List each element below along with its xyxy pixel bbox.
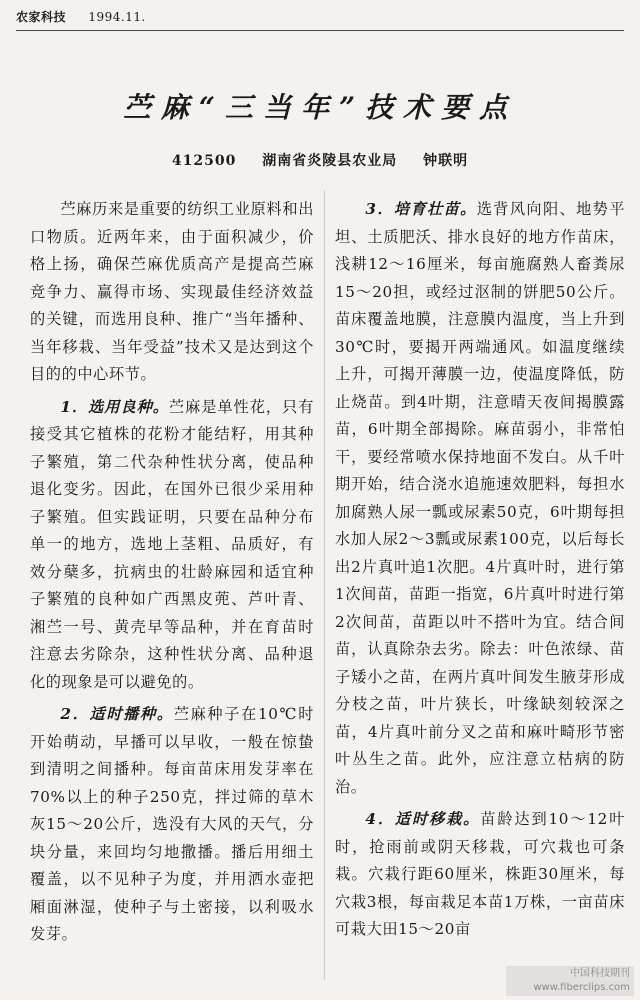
section-4-paragraph [335,806,625,944]
section-3-heading: 3．培育壮苗。 [365,200,477,218]
section-4-heading: 4．适时移栽。 [365,810,481,828]
section-2-paragraph [30,701,314,949]
affiliation: 湖南省炎陵县农业局 [262,153,398,169]
issue-date: 1994.11. [88,10,146,24]
postcode: 412500 [171,153,237,169]
section-2-body: 苎麻种子在10℃时开始萌动，早播可以早收，一般在惊蛰到清明之间播种。每亩苗床用发芽率在70%以上的种子250克，拌过筛的草木灰15～20公斤，选没有大风的天气，分块分量，来回均匀地撒播。播后用细土覆盖，以不见种子为度，并用洒水壶把厢面淋湿，使种子与土密接，以利吸水发芽。 [30,705,314,943]
site-watermark [506,966,634,996]
column-divider [324,190,325,980]
byline [0,150,640,170]
article-title: 苎麻“三当年”技术要点 [122,91,518,124]
left-column [30,196,314,949]
right-column [335,196,625,944]
magazine-name: 农家科技 [16,10,67,24]
section-3-paragraph [335,196,625,801]
section-2-heading: 2．适时播种。 [60,705,174,723]
watermark-line-2: www.fiberclips.com [533,982,630,993]
section-1-body: 苎麻是单性花，只有接受其它植株的花粉才能结籽，用其种子繁殖，第二代杂种性状分离，使品种退化变劣。因此，在国外已很少采用种子繁殖。但实践证明，只要在品种分布单一的地方，选地上茎粗、品质好，有效分蘖多，抗病虫的壮龄麻园和适宜种子繁殖的良种如广西黑皮蔸、芦叶青、湘苎一号、黄壳早等品种，并在育苗时注意去劣除杂，这种性状分离、品种退化的现象是可以避免的。 [30,397,314,691]
running-header [16,6,624,28]
intro-paragraph: 苎麻历来是重要的纺织工业原料和出口物质。近两年来，由于面积减少，价格上扬，确保苎麻优质高产是提高苎麻竞争力、赢得市场、实现最佳经济效益的关键，而选用良种、推广“当年播种、当年移栽、当年受益”技术又是达到这个目的的中心环节。 [30,200,314,383]
section-1-heading: 1．选用良种。 [60,397,169,416]
section-3-body: 选背风向阳、地势平坦、土质肥沃、排水良好的地方作苗床，浅耕12～16厘米，每亩施腐熟人畜粪尿15～20担，或经过沤制的饼肥50公斤。苗床覆盖地膜，注意膜内温度，当上升到30℃时，要揭开两端通风。如温度继续上升，可揭开薄膜一边，使温度降低，防止烧苗。到4叶期，注意晴天夜间揭膜露苗，6叶期全部揭除。麻苗弱小，非常怕干，要经常喷水保持地面不发白。从千叶期开始，结合浇水追施速效肥料，每担水加腐熟人尿一瓢或尿素50克，6叶期每担水加人尿2～3瓢或尿素100克，以后每长出2片真叶追1次肥。4片真叶时，进行第1次间苗，苗距一指宽，6片真叶时进行第2次间苗，苗距以叶不搭叶为宜。结合间苗，认真除杂去劣。除去：叶色浓绿、苗子矮小之苗，在两片真叶间发生腋芽形成分枝之苗，叶片狭长，叶缘缺刻较深之苗，4片真叶前分叉之苗和麻叶畸形节密叶丛生之苗。此外，应注意立枯病的防治。 [335,200,625,796]
section-4-body: 苗龄达到10～12叶时，抢雨前或阴天移栽，可穴栽也可条栽。穴栽行距60厘米，株距30厘米，每穴栽3根，每亩栽足本苗1万株，一亩苗床可栽大田15～20亩 [335,810,625,938]
header-rule [16,30,624,31]
watermark-line-1: 中国科技期刊 [570,968,630,979]
author: 钟联明 [423,153,469,169]
section-1-paragraph [30,394,314,697]
